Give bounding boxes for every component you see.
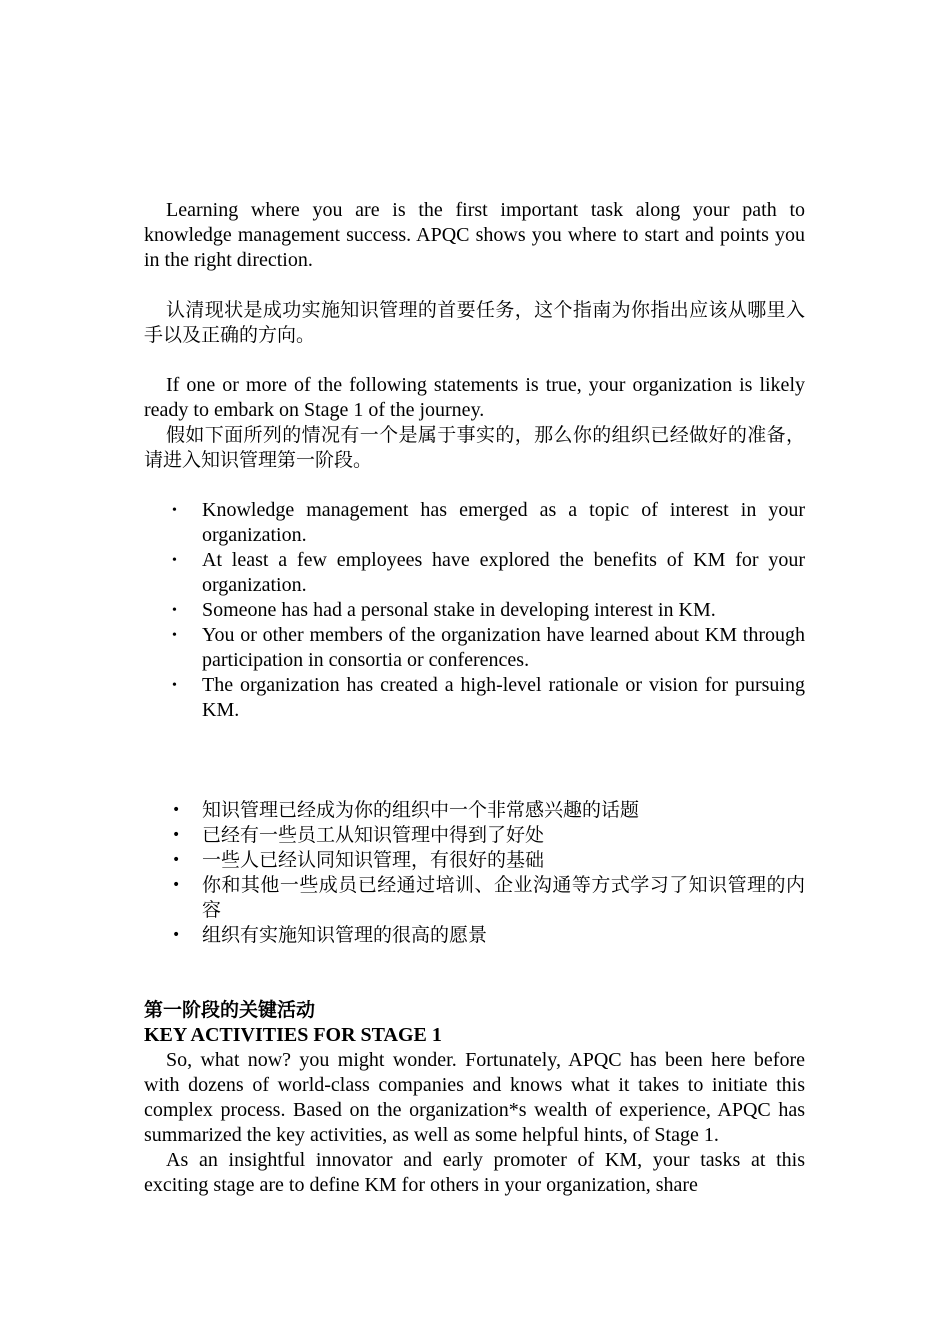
list-item <box>144 673 805 723</box>
list-item-text: The organization has created a high-level rationale or vision for pursuing KM. <box>202 674 805 721</box>
intro-paragraph-zh: 认清现状是成功实施知识管理的首要任务，这个指南为你指出应该从哪里入手以及正确的方向。 <box>144 299 805 346</box>
document-page <box>144 198 805 1198</box>
readiness-list-zh <box>144 798 805 948</box>
list-item-text: 已经有一些员工从知识管理中得到了好处 <box>202 824 545 846</box>
list-item <box>144 923 805 948</box>
list-item-text: At least a few employees have explored the benefits of KM for your organization. <box>202 549 805 596</box>
bullet-icon: • <box>172 877 181 893</box>
bullet-icon: • <box>172 927 181 943</box>
list-item-text: 知识管理已经成为你的组织中一个非常感兴趣的话题 <box>202 799 640 821</box>
list-item <box>144 498 805 548</box>
key-activities-paragraph-2: As an insightful innovator and early promoter of KM, your tasks at this exciting stage are to define KM for others in your organization, share <box>144 1149 805 1196</box>
readiness-paragraph-zh: 假如下面所列的情况有一个是属于事实的，那么你的组织已经做好的准备，请进入知识管理第一阶段。 <box>144 424 805 471</box>
readiness-list-en <box>144 498 805 723</box>
list-item <box>144 548 805 598</box>
spacer <box>144 723 805 798</box>
bullet-icon: • <box>172 827 181 843</box>
readiness-paragraph-en: If one or more of the following statements is true, your organization is likely ready to embark on Stage 1 of the journey. <box>144 374 805 421</box>
bullet-icon: • <box>172 852 181 868</box>
list-item-text: Someone has had a personal stake in developing interest in KM. <box>202 599 716 621</box>
list-item <box>144 623 805 673</box>
bullet-icon: • <box>172 678 177 693</box>
list-item-text: 一些人已经认同知识管理，有很好的基础 <box>202 849 545 871</box>
intro-paragraph-en: Learning where you are is the first important task along your path to knowledge management success. APQC shows you where to start and points you in the right direction. <box>144 199 805 271</box>
key-activities-paragraph-1: So, what now? you might wonder. Fortunately, APQC has been here before with dozens of world-class companies and knows what it takes to initiate this complex process. Based on the organization*s wealth of experience, APQC has summarized the key activities, as well as some helpful hints, of Stage 1. <box>144 1049 805 1146</box>
list-item <box>144 823 805 848</box>
bullet-icon: • <box>172 603 177 618</box>
list-item <box>144 598 805 623</box>
spacer <box>144 348 805 373</box>
spacer <box>144 273 805 298</box>
list-item-text: Knowledge management has emerged as a topic of interest in your organization. <box>202 499 805 546</box>
list-item-text: 你和其他一些成员已经通过培训、企业沟通等方式学习了知识管理的内容 <box>202 874 805 921</box>
list-item-text: 组织有实施知识管理的很高的愿景 <box>202 924 488 946</box>
section-heading-zh: 第一阶段的关键活动 <box>144 999 316 1021</box>
spacer <box>144 948 805 998</box>
bullet-icon: • <box>172 503 177 518</box>
spacer <box>144 473 805 498</box>
section-heading-en: KEY ACTIVITIES FOR STAGE 1 <box>144 1024 442 1046</box>
list-item <box>144 848 805 873</box>
list-item-text: You or other members of the organization have learned about KM through participation in consortia or conferences. <box>202 624 805 671</box>
list-item <box>144 798 805 823</box>
bullet-icon: • <box>172 628 177 643</box>
bullet-icon: • <box>172 553 177 568</box>
bullet-icon: • <box>172 802 181 818</box>
list-item <box>144 873 805 923</box>
